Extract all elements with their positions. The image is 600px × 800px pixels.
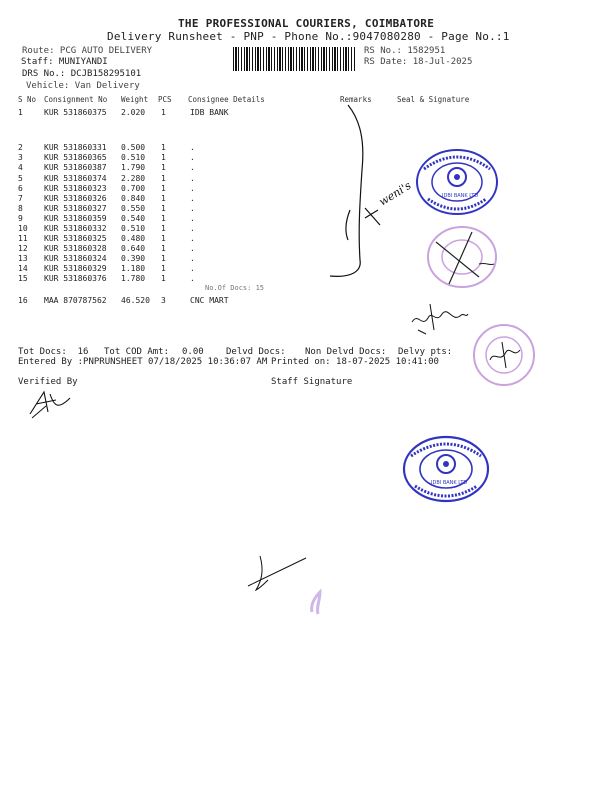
col-seal: Seal & Signature bbox=[397, 95, 470, 104]
row-pcs: 1 bbox=[161, 163, 166, 172]
row-weight: 0.640 bbox=[121, 244, 146, 253]
row-consignee: . bbox=[190, 234, 195, 243]
remark-1-text: weni's bbox=[376, 178, 414, 209]
row-consignee: CNC MART bbox=[190, 296, 229, 305]
drs-number: DRS No.: DCJB158295101 bbox=[22, 69, 142, 79]
row-sno: 10 bbox=[18, 224, 28, 233]
stamp-logo-text: IDBI BANK LTD bbox=[442, 193, 479, 199]
col-pcs: PCS bbox=[158, 95, 172, 104]
row-pcs: 1 bbox=[161, 274, 166, 283]
row-consignment-no: KUR 531860374 bbox=[44, 174, 107, 183]
row-consignee: . bbox=[190, 204, 195, 213]
row-weight: 1.180 bbox=[121, 264, 146, 273]
row-consignee: . bbox=[190, 254, 195, 263]
row-weight: 0.510 bbox=[121, 153, 146, 162]
row-sno: 6 bbox=[18, 184, 23, 193]
row-consignment-no: KUR 531860365 bbox=[44, 153, 107, 162]
col-weight: Weight bbox=[121, 95, 149, 104]
row-consignment-no: KUR 531860324 bbox=[44, 254, 107, 263]
row-pcs: 1 bbox=[161, 184, 166, 193]
verified-by-label: Verified By bbox=[18, 377, 78, 387]
row-consignment-no: KUR 531860326 bbox=[44, 194, 107, 203]
row-sno: 12 bbox=[18, 244, 28, 253]
row-pcs: 3 bbox=[161, 296, 166, 305]
tot-docs: Tot Docs: 16 bbox=[18, 347, 89, 357]
row-sno: 9 bbox=[18, 214, 23, 223]
vehicle-label: Vehicle: Van Delivery bbox=[26, 81, 140, 91]
row-sno: 2 bbox=[18, 143, 23, 152]
row-consignment-no: KUR 531860332 bbox=[44, 224, 107, 233]
row-consignment-no: KUR 531860376 bbox=[44, 274, 107, 283]
row-consignment-no: KUR 531860329 bbox=[44, 264, 107, 273]
row-consignment-no: KUR 531860359 bbox=[44, 214, 107, 223]
row-sno: 8 bbox=[18, 204, 23, 213]
row-consignment-no: KUR 531860323 bbox=[44, 184, 107, 193]
row-sno: 16 bbox=[18, 296, 28, 305]
purple-stamp bbox=[424, 222, 504, 292]
staff-label: Staff: MUNIYANDI bbox=[21, 57, 108, 67]
row-pcs: 1 bbox=[161, 143, 166, 152]
row-consignee: . bbox=[190, 143, 195, 152]
company-title: THE PROFESSIONAL COURIERS, COIMBATORE bbox=[178, 17, 435, 30]
row-pcs: 1 bbox=[161, 234, 166, 243]
bank-stamp-bottom bbox=[401, 434, 491, 504]
route-label: Route: PCG AUTO DELIVERY bbox=[22, 46, 153, 56]
printed-on: Printed on: 18-07-2025 10:41:00 bbox=[271, 357, 439, 367]
row-consignee: . bbox=[190, 244, 195, 253]
row-consignee: . bbox=[190, 214, 195, 223]
row-sno: 14 bbox=[18, 264, 28, 273]
runsheet-title: Delivery Runsheet - PNP - Phone No.:9047080280 - Page No.:1 bbox=[107, 30, 510, 43]
col-remarks: Remarks bbox=[340, 95, 372, 104]
row-pcs: 1 bbox=[161, 194, 166, 203]
row-pcs: 1 bbox=[161, 174, 166, 183]
row-weight: 1.780 bbox=[121, 274, 146, 283]
col-consignee: Consignee Details bbox=[188, 95, 265, 104]
row-weight: 0.550 bbox=[121, 204, 146, 213]
signature-1 bbox=[408, 300, 470, 340]
row-consignee: . bbox=[190, 264, 195, 273]
row-weight: 0.700 bbox=[121, 184, 146, 193]
row-weight: 1.790 bbox=[121, 163, 146, 172]
row-weight: 0.840 bbox=[121, 194, 146, 203]
tot-cod-value: 0.00 bbox=[182, 347, 204, 357]
row-pcs: 1 bbox=[161, 244, 166, 253]
row-consignment-no: KUR 531860375 bbox=[44, 108, 107, 117]
row-consignee: . bbox=[190, 224, 195, 233]
row-sno: 7 bbox=[18, 194, 23, 203]
row-consignment-no: KUR 531860328 bbox=[44, 244, 107, 253]
row-pcs: 1 bbox=[161, 224, 166, 233]
row-sno: 1 bbox=[18, 108, 23, 117]
no-of-docs: No.Of Docs: 15 bbox=[205, 284, 265, 292]
row-weight: 46.520 bbox=[121, 296, 150, 305]
row-weight: 0.540 bbox=[121, 214, 146, 223]
rs-number: RS No.: 1582951 bbox=[364, 46, 446, 56]
row-sno: 11 bbox=[18, 234, 28, 243]
row-consignment-no: KUR 531860387 bbox=[44, 163, 107, 172]
entered-by: Entered By :PNPRUNSHEET 07/18/2025 10:36:07 AM bbox=[18, 357, 268, 367]
row-consignee: . bbox=[190, 274, 195, 283]
row-weight: 2.280 bbox=[121, 174, 146, 183]
delvd-docs: Delvd Docs: bbox=[226, 347, 286, 357]
row-consignment-no: KUR 531860327 bbox=[44, 204, 107, 213]
col-consignment: Consignment No bbox=[44, 95, 108, 104]
row-pcs: 1 bbox=[161, 264, 166, 273]
row-weight: 0.480 bbox=[121, 234, 146, 243]
row-consignee: . bbox=[190, 194, 195, 203]
row-consignment-no: KUR 531860331 bbox=[44, 143, 107, 152]
row-consignee: . bbox=[190, 184, 195, 193]
row-weight: 0.500 bbox=[121, 143, 146, 152]
rs-date: RS Date: 18-Jul-2025 bbox=[364, 57, 473, 67]
row-sno: 13 bbox=[18, 254, 28, 263]
purple-stamp-right bbox=[470, 320, 530, 390]
bank-stamp-top bbox=[414, 147, 500, 217]
row-pcs: 1 bbox=[161, 108, 166, 117]
row-consignee: . bbox=[190, 174, 195, 183]
verified-signature bbox=[26, 386, 76, 420]
svg-text:IDBI BANK LTD: IDBI BANK LTD bbox=[431, 480, 468, 486]
row-consignment-no: MAA 870787562 bbox=[44, 296, 107, 305]
row-weight: 2.020 bbox=[121, 108, 146, 117]
tot-cod-label: Tot COD Amt: bbox=[104, 347, 170, 357]
row-pcs: 1 bbox=[161, 204, 166, 213]
row-sno: 15 bbox=[18, 274, 28, 283]
delvy-pts: Delvy pts: bbox=[398, 347, 453, 357]
row-consignee: . bbox=[190, 153, 195, 162]
row-consignee: IDB BANK bbox=[190, 108, 229, 117]
row-pcs: 1 bbox=[161, 153, 166, 162]
purple-smudge bbox=[306, 590, 326, 616]
row-pcs: 1 bbox=[161, 214, 166, 223]
staff-signature-label: Staff Signature bbox=[271, 377, 353, 387]
row-weight: 0.390 bbox=[121, 254, 146, 263]
row-sno: 5 bbox=[18, 174, 23, 183]
non-delvd-docs: Non Delvd Docs: bbox=[305, 347, 387, 357]
row-consignee: . bbox=[190, 163, 195, 172]
barcode bbox=[233, 47, 356, 71]
row-sno: 3 bbox=[18, 153, 23, 162]
row-sno: 4 bbox=[18, 163, 23, 172]
row-weight: 0.510 bbox=[121, 224, 146, 233]
row-consignment-no: KUR 531860325 bbox=[44, 234, 107, 243]
col-sno: S No bbox=[18, 95, 37, 104]
row-pcs: 1 bbox=[161, 254, 166, 263]
